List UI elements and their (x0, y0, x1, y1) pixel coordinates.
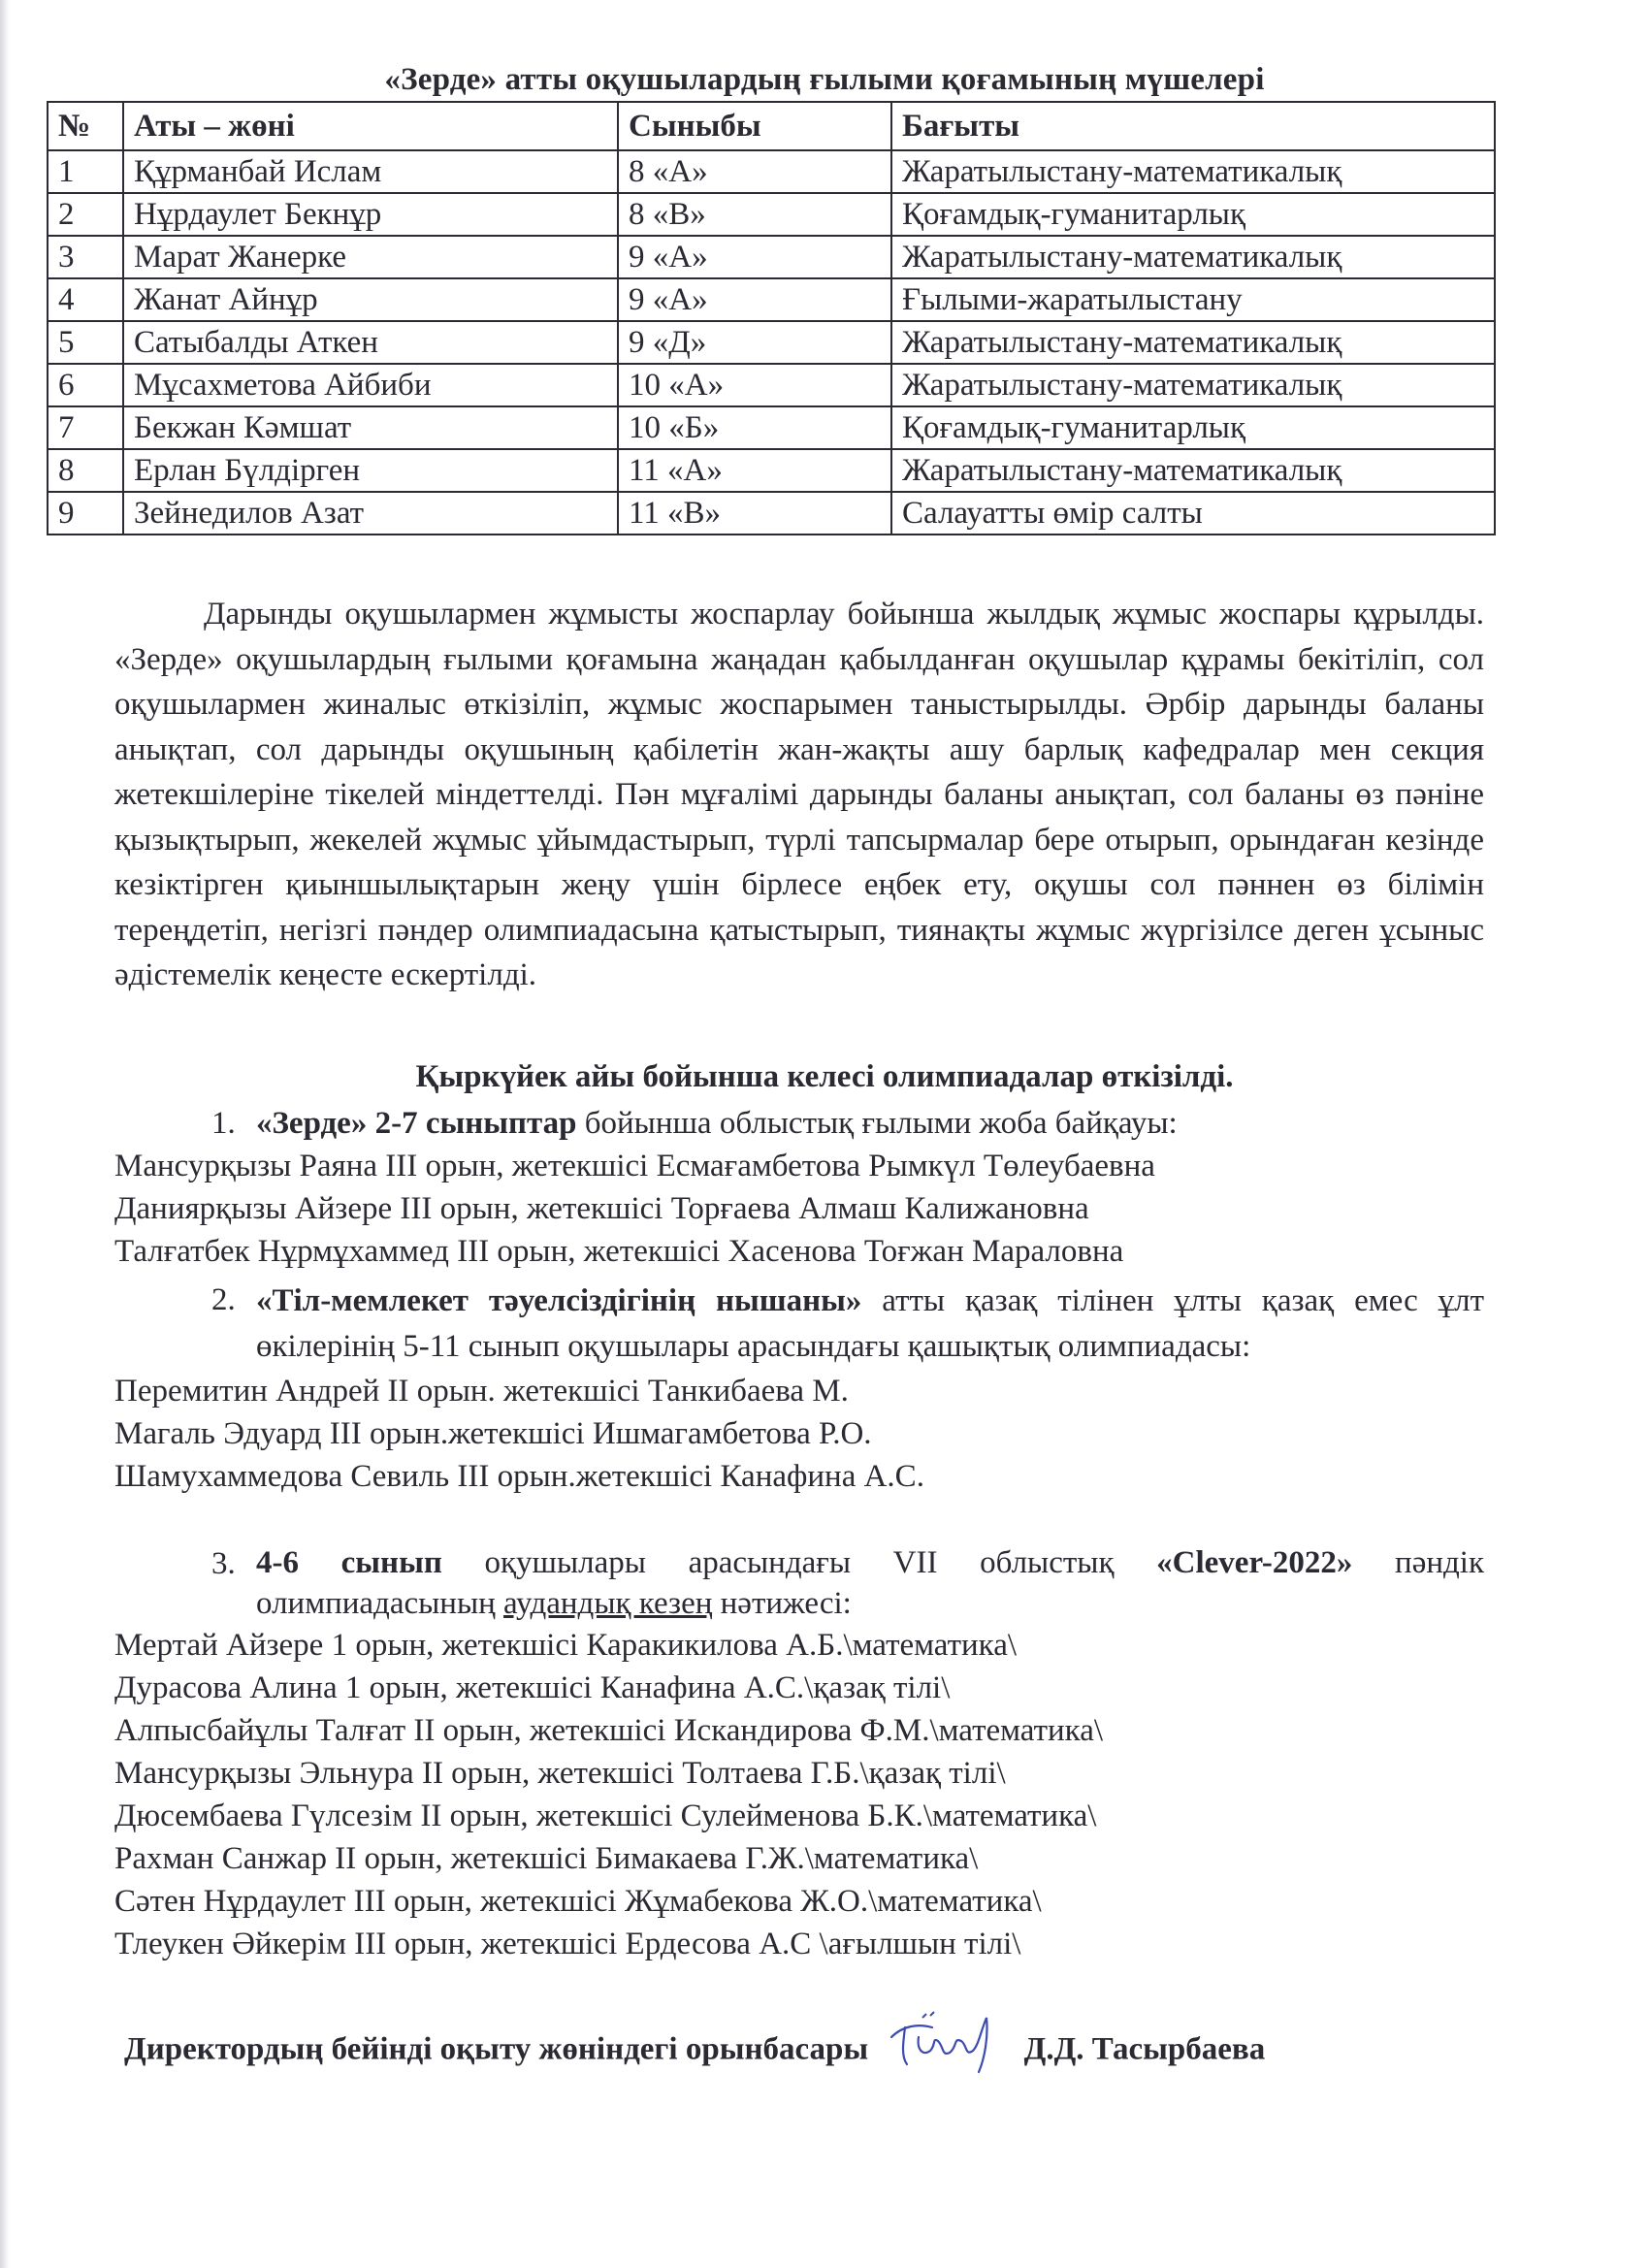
cell-direction: Ғылыми-жаратылыстану (891, 278, 1495, 321)
cell-class: 11 «А» (618, 449, 891, 492)
section-heading: Қыркүйек айы бойынша келесі олимпиадалар өткізілді. (415, 1059, 1234, 1094)
table-row (48, 236, 1495, 278)
cell-name: Ерлан Бүлдірген (123, 449, 618, 492)
header-name: Аты – жөні (123, 102, 618, 150)
table-row (48, 492, 1495, 535)
cell-direction: Жаратылыстану-математикалық (891, 364, 1495, 406)
list-number: 2. (211, 1282, 236, 1317)
cell-class: 10 «А» (618, 364, 891, 406)
cell-class: 10 «Б» (618, 406, 891, 449)
signatory-name: Д.Д. Тасырбаева (1023, 2031, 1266, 2067)
header-number: № (48, 102, 123, 150)
body-paragraph: Дарынды оқушылармен жұмысты жоспарлау бойынша жылдық жұмыс жоспары құрылды. «Зерде» оқушылардың ғылыми қоғамына жаңадан қабылданған оқушылар құрамы бекітіліп, сол оқушылармен жиналыс өткізіліп, жұмыс жоспарымен таныстырылды. Әрбір дарынды баланы анықтап, сол дарынды оқушының қабілетін жан-жақты ашу барлық кафедралар мен секция жетекшілеріне тікелей міндеттелді. Пән мұғалімі дарынды баланы анықтап, сол баланы өз пәніне қызықтырып, жекелей жұмыс ұйымдастырып, түрлі тапсырмалар бере отырып, орындаған кезінде кезіктірген қиыншылықтарын жеңу үшін бірлесе еңбек ету, оқушы сол пәннен өз білімін тереңдетіп, негізгі пәндер олимпиадасына қатыстырып, тиянақты жұмыс жүргізілсе деген ұсыныс әдістемелік кеңесте ескертілді. (114, 597, 1484, 992)
result-line: Перемитин Андрей II орын. жетекшісі Танкибаева М. (114, 1374, 849, 1409)
table-row (48, 406, 1495, 449)
result-line: Мансурқызы Раяна III орын, жетекшісі Есмағамбетова Рымкүл Төлеубаевна (114, 1149, 1155, 1183)
cell-number: 8 (48, 449, 123, 492)
result-line: Дурасова Алина 1 орын, жетекшісі Канафина А.С.\қазақ тілі\ (114, 1670, 951, 1705)
cell-number: 9 (48, 492, 123, 535)
cell-class: 9 «Д» (618, 321, 891, 364)
table-header-row (48, 102, 1495, 150)
cell-name: Бекжан Кәмшат (123, 406, 618, 449)
cell-name: Сатыбалды Аткен (123, 321, 618, 364)
handwritten-signature-icon (884, 2008, 1010, 2076)
olympiad-2-title: «Тіл-мемлекет тәуелсіздігінің нышаны» (256, 1283, 862, 1318)
cell-number: 7 (48, 406, 123, 449)
olympiad-3-text (256, 1542, 1484, 1624)
olympiad-3-desc-1: оқушылары арасындағы VII облыстық (441, 1545, 1157, 1580)
olympiad-1-heading (114, 1102, 1484, 1145)
result-line: Шамухаммедова Севиль III орын.жетекшісі Канафина А.С. (114, 1459, 924, 1494)
olympiad-1-description: бойынша облыстық ғылыми жоба байқауы: (576, 1106, 1178, 1141)
olympiad-3-grades: 4-6 сынып (256, 1545, 442, 1580)
table-row (48, 449, 1495, 492)
header-direction: Бағыты (891, 102, 1495, 150)
cell-direction: Қоғамдық-гуманитарлық (891, 406, 1495, 449)
result-line: Талғатбек Нұрмұхаммед III орын, жетекшісі Хасенова Тоғжан Мараловна (114, 1234, 1124, 1269)
olympiad-3-stage: аудандық кезең (503, 1586, 713, 1621)
olympiad-1-title: «Зерде» 2-7 сыныптар (256, 1106, 577, 1141)
result-line: Алпысбайұлы Талғат II орын, жетекшісі Искандирова Ф.М.\математика\ (114, 1713, 1104, 1748)
cell-name: Мұсахметова Айбиби (123, 364, 618, 406)
table-row (48, 150, 1495, 193)
header-class: Сыныбы (618, 102, 891, 150)
cell-name: Жанат Айнұр (123, 278, 618, 321)
cell-number: 5 (48, 321, 123, 364)
table-row (48, 278, 1495, 321)
cell-direction: Қоғамдық-гуманитарлық (891, 193, 1495, 236)
cell-number: 1 (48, 150, 123, 193)
table-row (48, 364, 1495, 406)
cell-direction: Жаратылыстану-математикалық (891, 150, 1495, 193)
olympiad-2 (114, 1279, 1484, 1498)
list-number: 1. (211, 1106, 236, 1141)
table-row (48, 321, 1495, 364)
cell-name: Зейнедилов Азат (123, 492, 618, 535)
result-line: Рахман Санжар II орын, жетекшісі Бимакаева Г.Ж.\математика\ (114, 1841, 979, 1876)
olympiad-2-heading (114, 1279, 1484, 1370)
cell-number: 4 (48, 278, 123, 321)
olympiad-3-heading (114, 1542, 1484, 1624)
cell-direction: Жаратылыстану-математикалық (891, 449, 1495, 492)
result-line: Сәтен Нұрдаулет III орын, жетекшісі Жұмабекова Ж.О.\математика\ (114, 1884, 1042, 1919)
members-table (47, 101, 1496, 535)
cell-number: 6 (48, 364, 123, 406)
cell-direction: Салауатты өмір салты (891, 492, 1495, 535)
olympiad-3-desc-3: нәтижесі: (712, 1586, 852, 1621)
olympiad-2-description: атты қазақ тілінен ұлты қазақ емес ұлт өкілерінің 5-11 сынып оқушылары арасындағы қашықтық олимпиадасы: (256, 1283, 1484, 1364)
cell-class: 11 «В» (618, 492, 891, 535)
result-line: Тлеукен Әйкерім III орын, жетекшісі Ердесова А.С \ағылшын тілі\ (114, 1927, 1021, 1961)
cell-name: Құрманбай Ислам (123, 150, 618, 193)
cell-class: 8 «В» (618, 193, 891, 236)
result-line: Магаль Эдуард III орын.жетекшісі Ишмагамбетова Р.О. (114, 1416, 872, 1451)
olympiad-3-desc-2: пәндік олимпиадасының (256, 1545, 1484, 1621)
table-row (48, 193, 1495, 236)
cell-direction: Жаратылыстану-математикалық (891, 236, 1495, 278)
scan-edge-shadow (0, 0, 10, 2268)
olympiad-3-title: «Clever-2022» (1156, 1545, 1353, 1580)
result-line: Дюсембаева Гүлсезім II орын, жетекшісі Сулейменова Б.К.\математика\ (114, 1798, 1097, 1833)
document-title: «Зерде» атты оқушылардың ғылыми қоғамының мүшелері (384, 62, 1265, 97)
result-line: Мансурқызы Эльнура II орын, жетекшісі Толтаева Г.Б.\қазақ тілі\ (114, 1756, 1006, 1791)
cell-class: 9 «А» (618, 236, 891, 278)
olympiad-3 (114, 1542, 1484, 1965)
cell-class: 8 «А» (618, 150, 891, 193)
result-line: Мертай Айзере 1 орын, жетекшісі Каракикилова А.Б.\математика\ (114, 1628, 1018, 1663)
list-number: 3. (211, 1546, 236, 1581)
signatory-position: Директордың бейінді оқыту жөніндегі орынбасары (124, 2031, 869, 2067)
cell-direction: Жаратылыстану-математикалық (891, 321, 1495, 364)
cell-name: Марат Жанерке (123, 236, 618, 278)
olympiad-2-text (256, 1279, 1484, 1370)
result-line: Даниярқызы Айзере III орын, жетекшісі Торғаева Алмаш Калижановна (114, 1191, 1089, 1226)
olympiad-1 (114, 1102, 1484, 1273)
signature-block (124, 2027, 1265, 2076)
cell-number: 2 (48, 193, 123, 236)
cell-class: 9 «А» (618, 278, 891, 321)
cell-number: 3 (48, 236, 123, 278)
cell-name: Нұрдаулет Бекнұр (123, 193, 618, 236)
